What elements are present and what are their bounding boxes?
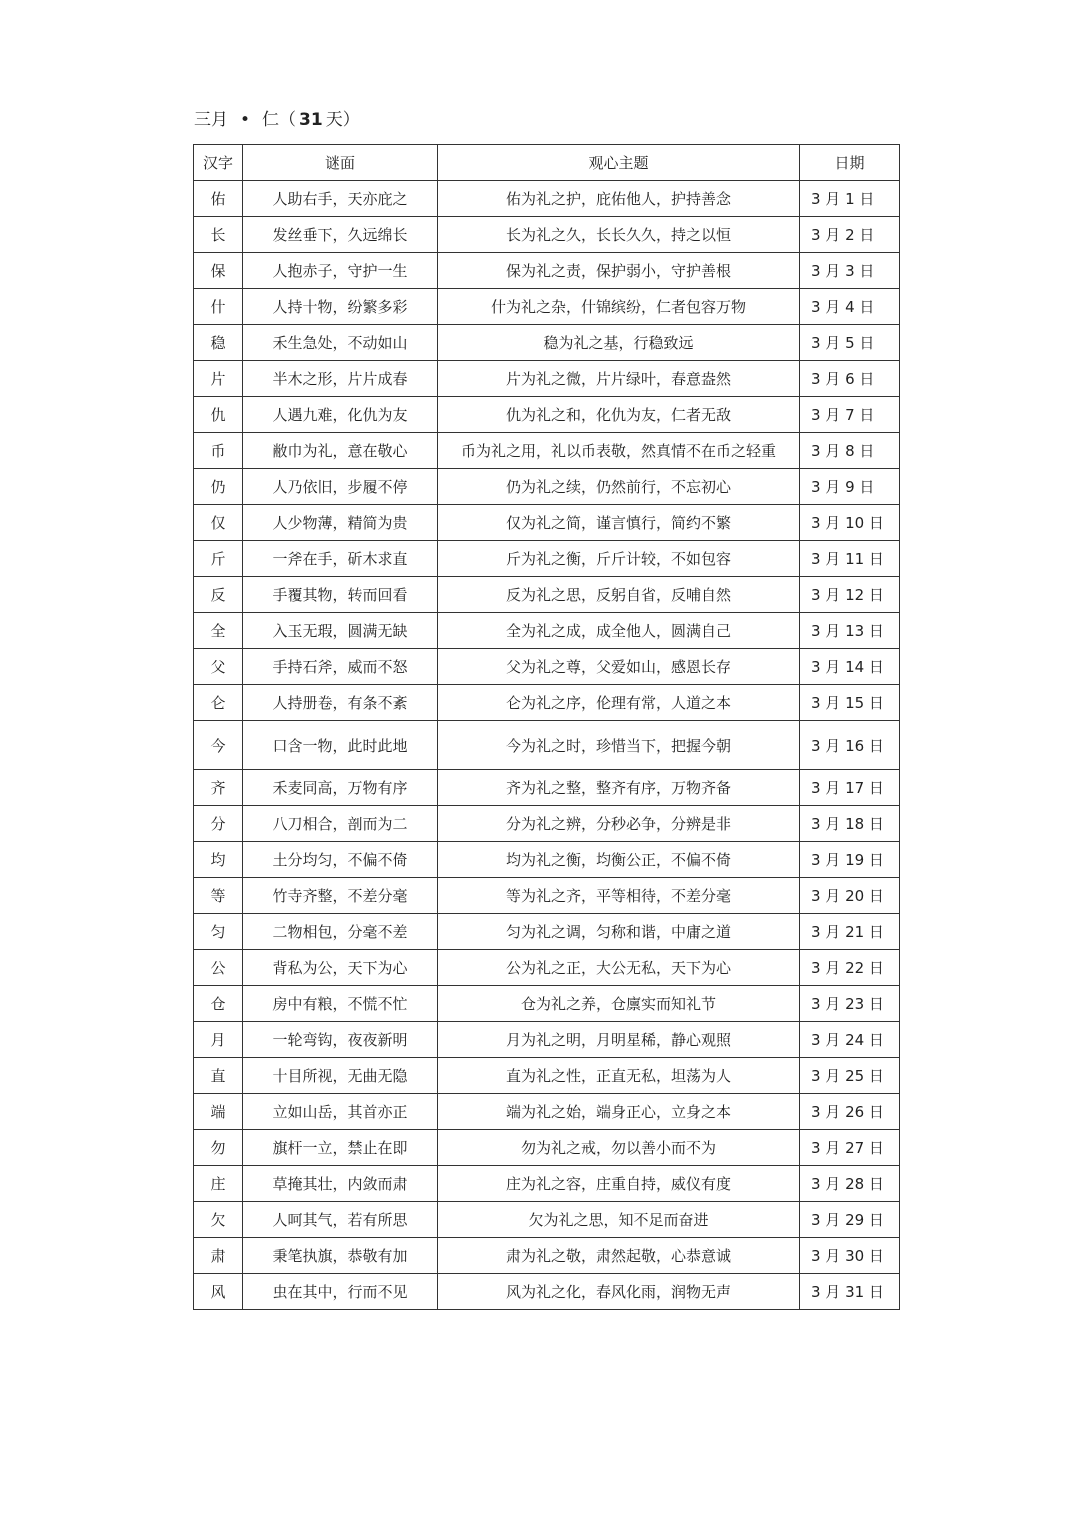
cell-theme: 仍为礼之续，仍然前行，不忘初心 bbox=[438, 469, 800, 505]
cell-date: 3 月 20 日 bbox=[800, 878, 900, 914]
table-row bbox=[194, 181, 900, 217]
table-row bbox=[194, 986, 900, 1022]
section-heading bbox=[194, 105, 360, 135]
cell-theme: 全为礼之成，成全他人，圆满自己 bbox=[438, 613, 800, 649]
cell-date: 3 月 10 日 bbox=[800, 505, 900, 541]
cell-character: 齐 bbox=[194, 770, 243, 806]
cell-theme: 齐为礼之整，整齐有序，万物齐备 bbox=[438, 770, 800, 806]
table-row bbox=[194, 253, 900, 289]
cell-theme: 仑为礼之序，伦理有常，人道之本 bbox=[438, 685, 800, 721]
cell-date: 3 月 25 日 bbox=[800, 1058, 900, 1094]
cell-character: 风 bbox=[194, 1274, 243, 1310]
table-row bbox=[194, 361, 900, 397]
cell-theme: 欠为礼之思，知不足而奋进 bbox=[438, 1202, 800, 1238]
cell-character: 肃 bbox=[194, 1238, 243, 1274]
cell-theme: 匀为礼之调，匀称和谐，中庸之道 bbox=[438, 914, 800, 950]
table-row bbox=[194, 878, 900, 914]
cell-character: 分 bbox=[194, 806, 243, 842]
table-row bbox=[194, 950, 900, 986]
cell-theme: 保为礼之责，保护弱小，守护善根 bbox=[438, 253, 800, 289]
cell-riddle: 人遇九难，化仇为友 bbox=[243, 397, 438, 433]
cell-riddle: 秉笔执旗，恭敬有加 bbox=[243, 1238, 438, 1274]
cell-riddle: 人持册卷，有条不紊 bbox=[243, 685, 438, 721]
cell-character: 均 bbox=[194, 842, 243, 878]
cell-theme: 直为礼之性，正直无私，坦荡为人 bbox=[438, 1058, 800, 1094]
cell-date: 3 月 29 日 bbox=[800, 1202, 900, 1238]
table-row bbox=[194, 505, 900, 541]
cell-date: 3 月 21 日 bbox=[800, 914, 900, 950]
cell-theme: 仅为礼之简，谨言慎行，简约不繁 bbox=[438, 505, 800, 541]
cell-date: 3 月 2 日 bbox=[800, 217, 900, 253]
cell-date: 3 月 4 日 bbox=[800, 289, 900, 325]
cell-character: 反 bbox=[194, 577, 243, 613]
table-row bbox=[194, 1238, 900, 1274]
cell-riddle: 半木之形，片片成春 bbox=[243, 361, 438, 397]
table-row bbox=[194, 1058, 900, 1094]
cell-riddle: 草掩其壮，内敛而肃 bbox=[243, 1166, 438, 1202]
cell-character: 直 bbox=[194, 1058, 243, 1094]
cell-character: 仑 bbox=[194, 685, 243, 721]
cell-riddle: 房中有粮，不慌不忙 bbox=[243, 986, 438, 1022]
cell-date: 3 月 30 日 bbox=[800, 1238, 900, 1274]
cell-date: 3 月 5 日 bbox=[800, 325, 900, 361]
cell-character: 匀 bbox=[194, 914, 243, 950]
table-row bbox=[194, 577, 900, 613]
cell-character: 端 bbox=[194, 1094, 243, 1130]
cell-riddle: 入玉无瑕，圆满无缺 bbox=[243, 613, 438, 649]
heading-close-paren: ） bbox=[342, 110, 360, 130]
cell-riddle: 人呵其气，若有所思 bbox=[243, 1202, 438, 1238]
table-row bbox=[194, 397, 900, 433]
table-row bbox=[194, 433, 900, 469]
cell-character: 等 bbox=[194, 878, 243, 914]
cell-riddle: 发丝垂下，久远绵长 bbox=[243, 217, 438, 253]
cell-theme: 仇为礼之和，化仇为友，仁者无敌 bbox=[438, 397, 800, 433]
cell-theme: 仓为礼之养，仓廪实而知礼节 bbox=[438, 986, 800, 1022]
table-row bbox=[194, 1202, 900, 1238]
cell-date: 3 月 7 日 bbox=[800, 397, 900, 433]
cell-date: 3 月 13 日 bbox=[800, 613, 900, 649]
header-date: 日期 bbox=[800, 145, 900, 181]
cell-riddle: 八刀相合，剖而为二 bbox=[243, 806, 438, 842]
cell-character: 斤 bbox=[194, 541, 243, 577]
cell-character: 仇 bbox=[194, 397, 243, 433]
cell-riddle: 土分均匀，不偏不倚 bbox=[243, 842, 438, 878]
table-row bbox=[194, 721, 900, 770]
cell-riddle: 立如山岳，其首亦正 bbox=[243, 1094, 438, 1130]
heading-month: 三月 bbox=[194, 110, 228, 130]
table-row bbox=[194, 325, 900, 361]
cell-theme: 勿为礼之戒，勿以善小而不为 bbox=[438, 1130, 800, 1166]
cell-character: 仓 bbox=[194, 986, 243, 1022]
cell-riddle: 手持石斧，威而不怒 bbox=[243, 649, 438, 685]
cell-date: 3 月 28 日 bbox=[800, 1166, 900, 1202]
cell-date: 3 月 19 日 bbox=[800, 842, 900, 878]
cell-theme: 长为礼之久，长长久久，持之以恒 bbox=[438, 217, 800, 253]
cell-character: 勿 bbox=[194, 1130, 243, 1166]
cell-riddle: 禾麦同高，万物有序 bbox=[243, 770, 438, 806]
cell-character: 今 bbox=[194, 721, 243, 770]
table-row bbox=[194, 1166, 900, 1202]
cell-date: 3 月 3 日 bbox=[800, 253, 900, 289]
cell-character: 欠 bbox=[194, 1202, 243, 1238]
cell-riddle: 竹寺齐整，不差分毫 bbox=[243, 878, 438, 914]
cell-date: 3 月 12 日 bbox=[800, 577, 900, 613]
table-row bbox=[194, 1274, 900, 1310]
cell-theme: 片为礼之微，片片绿叶，春意盎然 bbox=[438, 361, 800, 397]
cell-theme: 月为礼之明，月明星稀，静心观照 bbox=[438, 1022, 800, 1058]
cell-theme: 等为礼之齐，平等相待，不差分毫 bbox=[438, 878, 800, 914]
cell-character: 父 bbox=[194, 649, 243, 685]
cell-date: 3 月 18 日 bbox=[800, 806, 900, 842]
cell-theme: 什为礼之杂，什锦缤纷，仁者包容万物 bbox=[438, 289, 800, 325]
cell-date: 3 月 15 日 bbox=[800, 685, 900, 721]
table-row bbox=[194, 806, 900, 842]
cell-theme: 币为礼之用，礼以币表敬，然真情不在币之轻重 bbox=[438, 433, 800, 469]
cell-theme: 父为礼之尊，父爱如山，感恩长存 bbox=[438, 649, 800, 685]
cell-riddle: 一斧在手，斫木求直 bbox=[243, 541, 438, 577]
cell-theme: 今为礼之时，珍惜当下，把握今朝 bbox=[438, 721, 800, 770]
cell-theme: 庄为礼之容，庄重自持，威仪有度 bbox=[438, 1166, 800, 1202]
table-row bbox=[194, 770, 900, 806]
cell-riddle: 人抱赤子，守护一生 bbox=[243, 253, 438, 289]
header-riddle: 谜面 bbox=[243, 145, 438, 181]
cell-riddle: 十目所视，无曲无隐 bbox=[243, 1058, 438, 1094]
cell-character: 公 bbox=[194, 950, 243, 986]
cell-theme: 公为礼之正，大公无私，天下为心 bbox=[438, 950, 800, 986]
table-row bbox=[194, 613, 900, 649]
cell-riddle: 虫在其中，行而不见 bbox=[243, 1274, 438, 1310]
cell-theme: 分为礼之辨，分秒必争，分辨是非 bbox=[438, 806, 800, 842]
cell-riddle: 手覆其物，转而回看 bbox=[243, 577, 438, 613]
table-body bbox=[194, 181, 900, 1310]
table-row bbox=[194, 541, 900, 577]
cell-riddle: 敝巾为礼，意在敬心 bbox=[243, 433, 438, 469]
table-header-row bbox=[194, 145, 900, 181]
cell-riddle: 禾生急处，不动如山 bbox=[243, 325, 438, 361]
table-row bbox=[194, 1022, 900, 1058]
cell-date: 3 月 17 日 bbox=[800, 770, 900, 806]
table-row bbox=[194, 685, 900, 721]
header-character: 汉字 bbox=[194, 145, 243, 181]
table-row bbox=[194, 289, 900, 325]
cell-character: 月 bbox=[194, 1022, 243, 1058]
cell-theme: 风为礼之化，春风化雨，润物无声 bbox=[438, 1274, 800, 1310]
cell-theme: 稳为礼之基，行稳致远 bbox=[438, 325, 800, 361]
cell-theme: 反为礼之思，反躬自省，反哺自然 bbox=[438, 577, 800, 613]
cell-theme: 斤为礼之衡，斤斤计较，不如包容 bbox=[438, 541, 800, 577]
cell-character: 片 bbox=[194, 361, 243, 397]
cell-date: 3 月 6 日 bbox=[800, 361, 900, 397]
table-row bbox=[194, 1130, 900, 1166]
heading-theme: 仁 bbox=[262, 110, 280, 130]
cell-date: 3 月 24 日 bbox=[800, 1022, 900, 1058]
cell-riddle: 人少物薄，精简为贵 bbox=[243, 505, 438, 541]
cell-date: 3 月 9 日 bbox=[800, 469, 900, 505]
heading-open-paren: （ bbox=[279, 110, 297, 130]
cell-character: 仅 bbox=[194, 505, 243, 541]
cell-character: 什 bbox=[194, 289, 243, 325]
table-row bbox=[194, 842, 900, 878]
cell-date: 3 月 22 日 bbox=[800, 950, 900, 986]
table-row bbox=[194, 1094, 900, 1130]
cell-theme: 均为礼之衡，均衡公正，不偏不倚 bbox=[438, 842, 800, 878]
cell-riddle: 人助右手，天亦庇之 bbox=[243, 181, 438, 217]
cell-character: 庄 bbox=[194, 1166, 243, 1202]
cell-date: 3 月 31 日 bbox=[800, 1274, 900, 1310]
header-theme: 观心主题 bbox=[438, 145, 800, 181]
riddle-table bbox=[193, 144, 900, 1310]
cell-character: 长 bbox=[194, 217, 243, 253]
cell-date: 3 月 8 日 bbox=[800, 433, 900, 469]
cell-riddle: 人持十物，纷繁多彩 bbox=[243, 289, 438, 325]
cell-theme: 肃为礼之敬，肃然起敬，心恭意诚 bbox=[438, 1238, 800, 1274]
table-row bbox=[194, 217, 900, 253]
heading-separator: • bbox=[240, 110, 251, 130]
cell-riddle: 一轮弯钩，夜夜新明 bbox=[243, 1022, 438, 1058]
cell-date: 3 月 27 日 bbox=[800, 1130, 900, 1166]
cell-riddle: 人乃依旧，步履不停 bbox=[243, 469, 438, 505]
table-row bbox=[194, 469, 900, 505]
cell-character: 仍 bbox=[194, 469, 243, 505]
cell-riddle: 旗杆一立，禁止在即 bbox=[243, 1130, 438, 1166]
cell-character: 佑 bbox=[194, 181, 243, 217]
cell-date: 3 月 23 日 bbox=[800, 986, 900, 1022]
heading-day-count: 31 bbox=[299, 110, 323, 130]
heading-day-unit: 天 bbox=[325, 110, 343, 130]
table-row bbox=[194, 914, 900, 950]
cell-character: 保 bbox=[194, 253, 243, 289]
cell-date: 3 月 26 日 bbox=[800, 1094, 900, 1130]
cell-date: 3 月 1 日 bbox=[800, 181, 900, 217]
cell-riddle: 二物相包，分毫不差 bbox=[243, 914, 438, 950]
cell-date: 3 月 14 日 bbox=[800, 649, 900, 685]
cell-theme: 端为礼之始，端身正心，立身之本 bbox=[438, 1094, 800, 1130]
cell-riddle: 口含一物，此时此地 bbox=[243, 721, 438, 770]
cell-riddle: 背私为公，天下为心 bbox=[243, 950, 438, 986]
cell-date: 3 月 11 日 bbox=[800, 541, 900, 577]
table-row bbox=[194, 649, 900, 685]
cell-character: 币 bbox=[194, 433, 243, 469]
cell-character: 稳 bbox=[194, 325, 243, 361]
cell-date: 3 月 16 日 bbox=[800, 721, 900, 770]
cell-theme: 佑为礼之护，庇佑他人，护持善念 bbox=[438, 181, 800, 217]
cell-character: 全 bbox=[194, 613, 243, 649]
